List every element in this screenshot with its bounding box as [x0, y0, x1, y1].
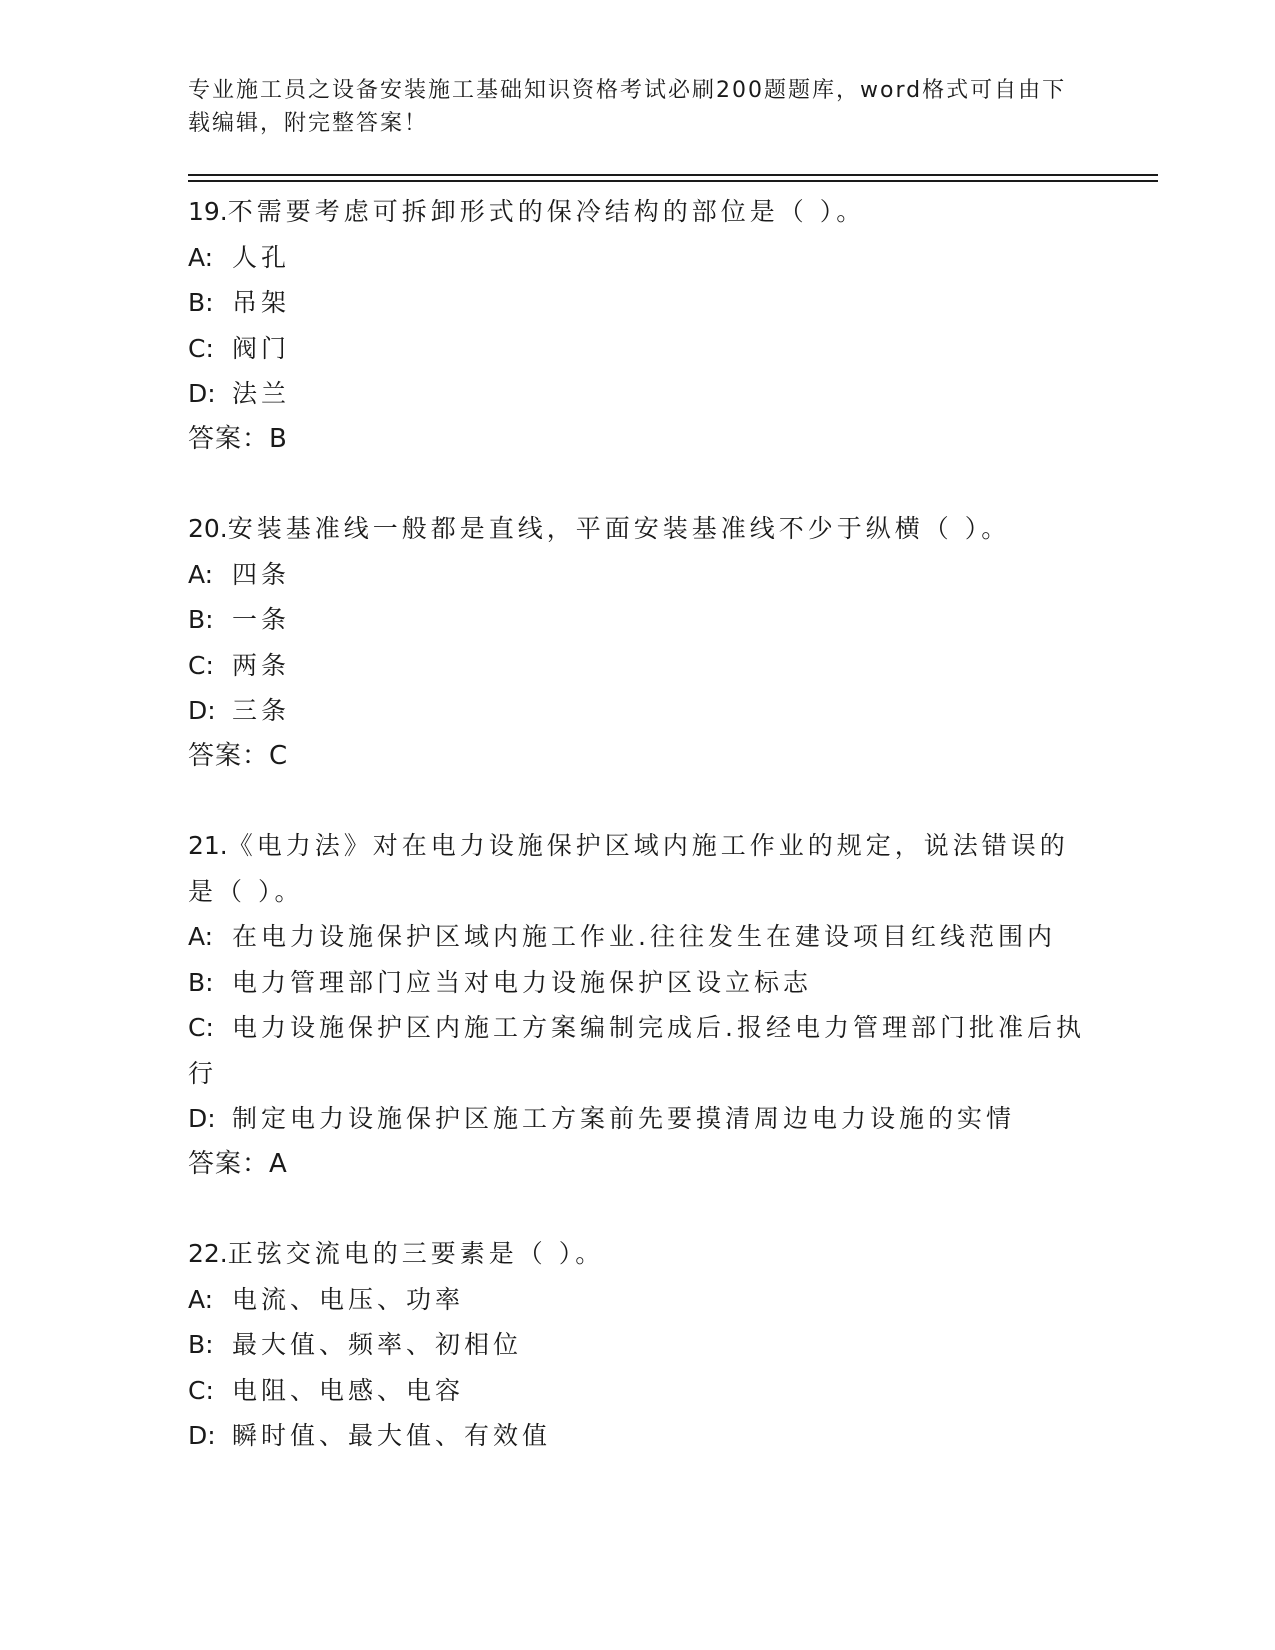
option-key: D: [188, 1104, 216, 1133]
option-text: 两条 [232, 650, 291, 680]
question-text: 不需要考虑可拆卸形式的保冷结构的部位是（ ）。 [227, 197, 866, 226]
answer-line: 答案：C [188, 740, 289, 771]
option-text: 最大值、频率、初相位 [232, 1330, 523, 1359]
option-key: B: [188, 605, 214, 634]
question-22 [188, 1231, 1088, 1459]
option-key: B: [188, 288, 214, 317]
option-text: 瞬时值、最大值、有效值 [232, 1421, 552, 1450]
option-text: 电力管理部门应当对电力设施保护区设立标志 [232, 967, 813, 997]
option-text: 制定电力设施保护区施工方案前先要摸清周边电力设施的实情 [232, 1104, 1016, 1133]
option-key: A: [188, 559, 214, 589]
option-text: 吊架 [232, 288, 291, 317]
question-stem [188, 189, 1088, 235]
option-key: C: [188, 1013, 214, 1042]
question-stem [188, 506, 1088, 552]
option-key: A: [188, 1284, 214, 1314]
option-text: 电力设施保护区内施工方案编制完成后.报经电力管理部门批准后执行 [188, 1013, 1085, 1088]
option-key: D: [188, 379, 216, 408]
question-text: 正弦交流电的三要素是（ ）。 [227, 1239, 605, 1268]
header-divider-top [188, 174, 1158, 176]
option-b [188, 1322, 1088, 1368]
option-c [188, 326, 1088, 372]
option-key: B: [188, 1330, 214, 1359]
option-key: D: [188, 696, 216, 725]
question-19 [188, 189, 1088, 462]
question-stem [188, 1231, 1088, 1277]
option-a [188, 235, 1088, 281]
question-number: 19. [188, 197, 228, 226]
question-text: 《电力法》对在电力设施保护区域内施工作业的规定，说法错误的是（ ）。 [188, 831, 1069, 906]
option-b [188, 960, 1088, 1006]
document-header: 专业施工员之设备安装施工基础知识资格考试必刷200题题库，word格式可自由下载编辑，附完整答案！ [188, 78, 1067, 136]
option-text: 人孔 [232, 242, 291, 272]
option-key: D: [188, 1421, 216, 1450]
option-d [188, 688, 1088, 734]
option-d [188, 1096, 1088, 1142]
question-number: 22. [188, 1239, 228, 1268]
option-text: 法兰 [232, 379, 291, 408]
option-text: 三条 [232, 696, 291, 725]
question-text: 安装基准线一般都是直线，平面安装基准线不少于纵横（ ）。 [227, 514, 1011, 543]
option-a [188, 552, 1088, 598]
option-text: 电阻、电感、电容 [232, 1375, 465, 1405]
option-key: C: [188, 650, 214, 680]
option-b [188, 597, 1088, 643]
question-number: 21. [188, 831, 228, 860]
question-20 [188, 506, 1088, 779]
option-d [188, 371, 1088, 417]
option-text: 电流、电压、功率 [232, 1284, 465, 1314]
question-stem [188, 823, 1088, 914]
option-text: 在电力设施保护区域内施工作业.往往发生在建设项目红线范围内 [232, 922, 1056, 951]
option-key: A: [188, 922, 214, 951]
option-d [188, 1413, 1088, 1459]
option-c [188, 643, 1088, 689]
option-key: B: [188, 967, 214, 997]
question-21 [188, 823, 1088, 1187]
option-a [188, 1277, 1088, 1323]
option-c [188, 1368, 1088, 1414]
option-key: A: [188, 242, 214, 272]
option-text: 阀门 [232, 333, 291, 363]
answer-line: 答案：B [188, 423, 288, 454]
question-number: 20. [188, 514, 228, 543]
question-list [188, 189, 1088, 1503]
option-c [188, 1005, 1088, 1096]
header-divider-bottom [188, 180, 1158, 182]
option-a [188, 914, 1088, 960]
option-b [188, 280, 1088, 326]
option-key: C: [188, 1375, 214, 1405]
option-text: 一条 [232, 605, 291, 634]
option-text: 四条 [232, 559, 291, 589]
option-key: C: [188, 333, 214, 363]
answer-line: 答案：A [188, 1148, 288, 1179]
